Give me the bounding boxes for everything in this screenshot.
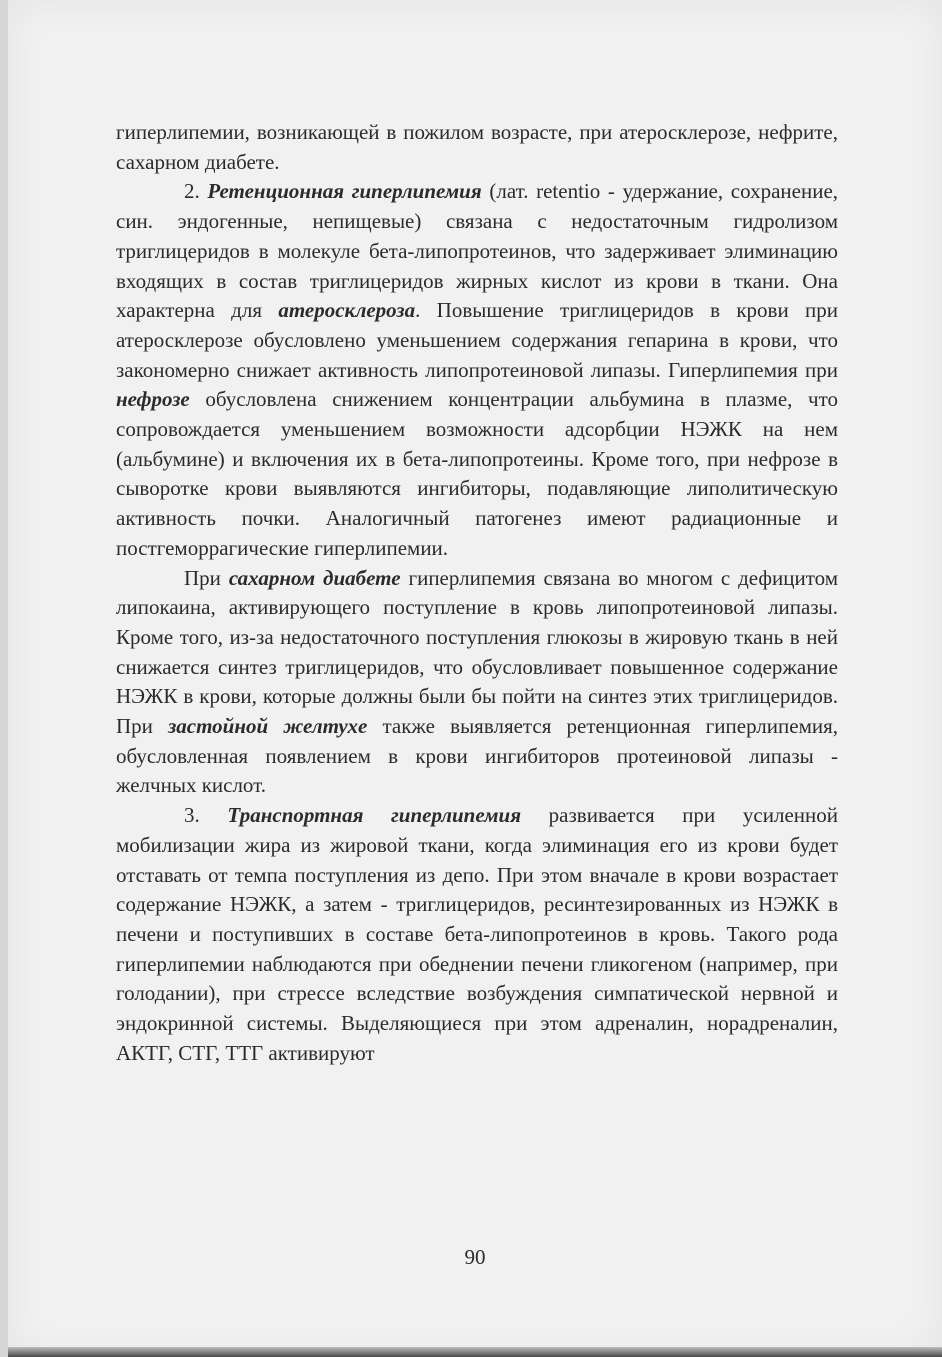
paragraph [116, 118, 838, 177]
text-run: (лат. retentio - удержание, сохранение, син. эндогенные, непищевые) связана с недостаточным гидролизом триглицеридов в молекуле бета-липопротеинов, что задерживает элиминацию входящих в состав триглицеридов жирных кислот из крови в ткани. Она характерна для [116, 179, 839, 323]
emphasized-term: нефрозе [116, 387, 190, 412]
body-text [116, 118, 838, 1069]
text-run: также выявляется ретенционная гиперлипемия, обусловленная появлением в крови ингибиторов протеиновой липазы - желчных кислот. [116, 714, 839, 798]
emphasized-term: сахарном диабете [228, 565, 401, 590]
text-run: . Повышение триглицеридов в крови при атеросклерозе обусловлено уменьшением содержания гепарина в крови, что закономерно снижает активность липопротеиновой липазы. Гиперлипемия при [116, 298, 839, 382]
text-run: развивается при усиленной мобилизации жира из жировой ткани, когда элиминация его из крови будет отставать от темпа поступления из депо. При этом вначале в крови возрастает содержание НЭЖК, а затем - триглицеридов, ресинтезированных из НЭЖК в печени и поступивших в составе бета-липопротеинов в кровь. Такого рода гиперлипемии наблюдаются при обеднении печени гликогеном (например, при голодании), при стрессе вследствие возбуждения симпатической нервной и эндокринной системы. Выделяющиеся при этом адреналин, норадреналин, АКТГ, СТГ, ТТГ активируют [116, 803, 838, 1065]
emphasized-term: атеросклероза [278, 298, 416, 323]
book-page [8, 0, 942, 1357]
paragraph [116, 564, 838, 802]
text-run: обусловлена снижением концентрации альбумина в плазме, что сопровождается уменьшением возможности адсорбции НЭЖК на нем (альбумине) и включения их в бета-липопротеины. Кроме того, при нефрозе в сыворотке крови выявляются ингибиторы, подавляющие липолитическую активность почки. Аналогичный патогенез имеют радиационные и постгеморрагические гиперлипемии. [116, 387, 838, 560]
paragraph [116, 801, 838, 1068]
text-run: гиперлипемия связана во многом с дефицитом липокаина, активирующего поступление в кровь липопротеиновой липазы. Кроме того, из-за недостаточного поступления глюкозы в жировую ткань в ней снижается синтез триглицеридов, что обусловливает повышенное содержание НЭЖК в крови, которые должны были бы пойти на синтез этих триглицеридов. При [116, 565, 838, 739]
paragraph [116, 177, 838, 563]
text-run: 2. [184, 179, 208, 204]
text-run: При [184, 565, 229, 590]
emphasized-term: застойной желтухе [168, 714, 368, 739]
emphasized-term: Транспортная гиперлипемия [227, 803, 522, 828]
page-number: 90 [464, 1245, 486, 1269]
text-run: гиперлипемии, возникающей в пожилом возрасте, при атеросклерозе, нефрите, сахарном диабете. [116, 120, 838, 174]
emphasized-term: Ретенционная гиперлипемия [207, 179, 482, 204]
page-bottom-edge [8, 1347, 942, 1357]
text-run: 3. [184, 803, 228, 828]
